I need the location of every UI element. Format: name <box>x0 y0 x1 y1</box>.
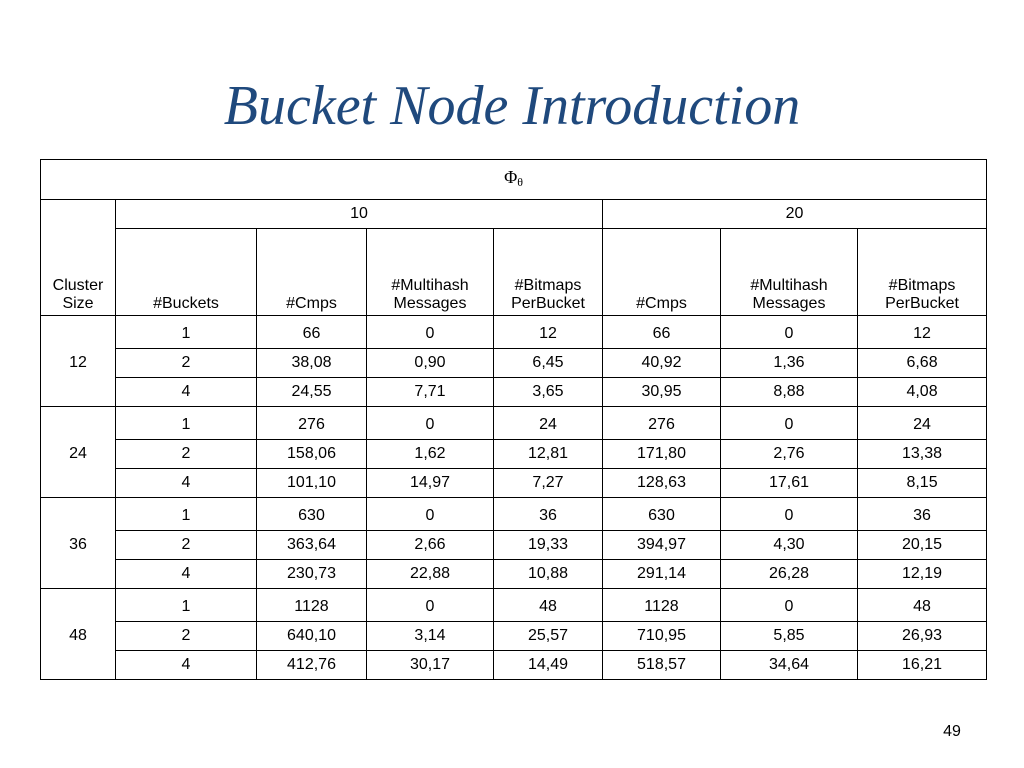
cell-cmps-20: 630 <box>603 498 721 531</box>
table-row <box>41 560 987 589</box>
cell-bitmaps-10: 7,27 <box>494 469 603 498</box>
cell-buckets: 4 <box>116 378 257 407</box>
table-row <box>41 469 987 498</box>
cell-bitmaps-10: 14,49 <box>494 651 603 680</box>
cell-cmps-10: 276 <box>257 407 367 440</box>
cluster-size-cell: 12 <box>41 316 116 407</box>
cell-bitmaps-20: 12,19 <box>858 560 987 589</box>
cell-multihash-20: 0 <box>721 316 858 349</box>
col-header-cmps-20: #Cmps <box>603 229 721 316</box>
cell-cmps-20: 518,57 <box>603 651 721 680</box>
cell-bitmaps-20: 16,21 <box>858 651 987 680</box>
cell-bitmaps-20: 8,15 <box>858 469 987 498</box>
cell-cmps-10: 158,06 <box>257 440 367 469</box>
cell-multihash-10: 0 <box>367 407 494 440</box>
cell-bitmaps-10: 10,88 <box>494 560 603 589</box>
table-row <box>41 589 987 622</box>
slide-title: Bucket Node Introduction <box>223 75 801 137</box>
cluster-size-cell: 24 <box>41 407 116 498</box>
cell-multihash-20: 1,36 <box>721 349 858 378</box>
cell-multihash-10: 3,14 <box>367 622 494 651</box>
cell-bitmaps-10: 19,33 <box>494 531 603 560</box>
col-header-buckets: #Buckets <box>116 229 257 316</box>
cell-bitmaps-10: 12,81 <box>494 440 603 469</box>
cell-bitmaps-20: 6,68 <box>858 349 987 378</box>
table-row <box>41 378 987 407</box>
col-header-multihash-20: #Multihash Messages <box>721 229 858 316</box>
page-number: 49 <box>943 723 961 740</box>
cell-bitmaps-10: 24 <box>494 407 603 440</box>
cell-multihash-20: 5,85 <box>721 622 858 651</box>
cell-multihash-10: 1,62 <box>367 440 494 469</box>
cell-bitmaps-20: 12 <box>858 316 987 349</box>
cell-bitmaps-20: 36 <box>858 498 987 531</box>
cell-bitmaps-10: 3,65 <box>494 378 603 407</box>
cluster-size-cell: 48 <box>41 589 116 680</box>
cluster-size-header-spacer <box>41 200 116 229</box>
col-header-bitmaps-20: #Bitmaps PerBucket <box>858 229 987 316</box>
cell-cmps-20: 40,92 <box>603 349 721 378</box>
cell-bitmaps-20: 24 <box>858 407 987 440</box>
cell-multihash-20: 17,61 <box>721 469 858 498</box>
cell-bitmaps-20: 48 <box>858 589 987 622</box>
cell-bitmaps-20: 20,15 <box>858 531 987 560</box>
cell-multihash-10: 0 <box>367 589 494 622</box>
cell-bitmaps-20: 4,08 <box>858 378 987 407</box>
cell-buckets: 1 <box>116 407 257 440</box>
cluster-size-cell: 36 <box>41 498 116 589</box>
group-header-10: 10 <box>116 200 603 229</box>
cell-multihash-20: 8,88 <box>721 378 858 407</box>
cell-multihash-10: 22,88 <box>367 560 494 589</box>
cell-cmps-10: 38,08 <box>257 349 367 378</box>
cell-cmps-10: 363,64 <box>257 531 367 560</box>
cell-cmps-20: 66 <box>603 316 721 349</box>
cell-buckets: 2 <box>116 349 257 378</box>
phi-symbol: Φ <box>504 167 518 187</box>
cell-multihash-10: 30,17 <box>367 651 494 680</box>
col-header-multihash-10: #Multihash Messages <box>367 229 494 316</box>
cell-cmps-20: 30,95 <box>603 378 721 407</box>
phi-theta-header <box>41 160 987 200</box>
group-header-20: 20 <box>603 200 987 229</box>
table-row <box>41 651 987 680</box>
cell-bitmaps-10: 25,57 <box>494 622 603 651</box>
cell-buckets: 4 <box>116 560 257 589</box>
theta-subscript: θ <box>517 175 523 189</box>
col-header-bitmaps-10: #Bitmaps PerBucket <box>494 229 603 316</box>
cell-cmps-10: 66 <box>257 316 367 349</box>
cell-multihash-10: 2,66 <box>367 531 494 560</box>
col-header-cmps-10: #Cmps <box>257 229 367 316</box>
table-row <box>41 622 987 651</box>
cell-cmps-20: 128,63 <box>603 469 721 498</box>
cell-cmps-10: 24,55 <box>257 378 367 407</box>
cell-bitmaps-20: 13,38 <box>858 440 987 469</box>
cell-multihash-10: 0,90 <box>367 349 494 378</box>
cell-buckets: 1 <box>116 589 257 622</box>
table-row <box>41 316 987 349</box>
cell-buckets: 1 <box>116 316 257 349</box>
col-header-cluster-size: Cluster Size <box>41 229 116 316</box>
cell-bitmaps-10: 12 <box>494 316 603 349</box>
table-row <box>41 349 987 378</box>
cell-multihash-20: 0 <box>721 589 858 622</box>
cell-cmps-10: 230,73 <box>257 560 367 589</box>
cell-bitmaps-10: 6,45 <box>494 349 603 378</box>
cell-buckets: 4 <box>116 469 257 498</box>
cell-multihash-20: 26,28 <box>721 560 858 589</box>
cell-bitmaps-10: 48 <box>494 589 603 622</box>
cell-cmps-10: 640,10 <box>257 622 367 651</box>
cell-multihash-10: 0 <box>367 316 494 349</box>
cell-cmps-20: 710,95 <box>603 622 721 651</box>
cell-buckets: 2 <box>116 531 257 560</box>
cell-cmps-10: 412,76 <box>257 651 367 680</box>
cell-multihash-10: 14,97 <box>367 469 494 498</box>
table-row <box>41 498 987 531</box>
cell-cmps-10: 1128 <box>257 589 367 622</box>
cell-cmps-20: 394,97 <box>603 531 721 560</box>
cell-multihash-10: 7,71 <box>367 378 494 407</box>
cell-buckets: 1 <box>116 498 257 531</box>
cell-multihash-10: 0 <box>367 498 494 531</box>
cell-multihash-20: 2,76 <box>721 440 858 469</box>
table-row <box>41 440 987 469</box>
cell-multihash-20: 4,30 <box>721 531 858 560</box>
cell-cmps-20: 1128 <box>603 589 721 622</box>
cell-buckets: 2 <box>116 440 257 469</box>
cell-bitmaps-10: 36 <box>494 498 603 531</box>
cell-cmps-20: 276 <box>603 407 721 440</box>
cell-cmps-10: 630 <box>257 498 367 531</box>
cell-cmps-20: 291,14 <box>603 560 721 589</box>
cell-multihash-20: 34,64 <box>721 651 858 680</box>
table-row <box>41 531 987 560</box>
cell-buckets: 4 <box>116 651 257 680</box>
table-row <box>41 407 987 440</box>
cell-multihash-20: 0 <box>721 407 858 440</box>
cell-bitmaps-20: 26,93 <box>858 622 987 651</box>
results-table <box>40 159 987 680</box>
cell-multihash-20: 0 <box>721 498 858 531</box>
cell-cmps-10: 101,10 <box>257 469 367 498</box>
cell-cmps-20: 171,80 <box>603 440 721 469</box>
cell-buckets: 2 <box>116 622 257 651</box>
